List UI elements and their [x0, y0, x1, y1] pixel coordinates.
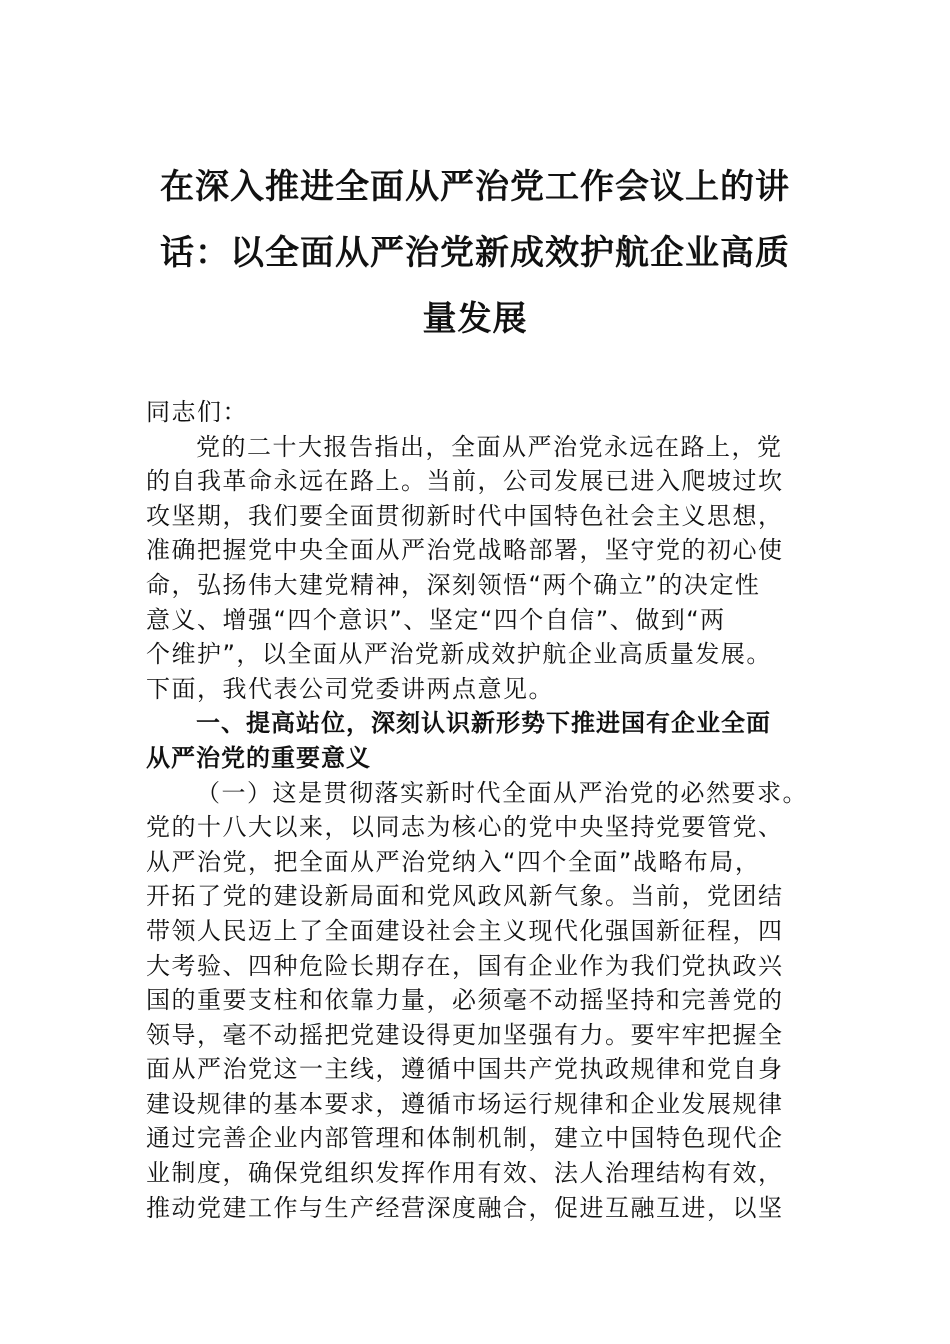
text-line: 大考验、四种危险长期存在，国有企业作为我们党执政兴 — [146, 951, 784, 980]
salutation: 同志们： — [146, 398, 248, 426]
document-title — [120, 154, 830, 352]
text-line: 命，弘扬伟大建党精神，深刻领悟“两个确立”的决定性 — [146, 570, 761, 599]
text-line: 下面，我代表公司党委讲两点意见。 — [146, 674, 554, 703]
text-line: 从严治党，把全面从严治党纳入“四个全面”战略布局， — [146, 847, 761, 876]
text-line: 通过完善企业内部管理和体制机制，建立中国特色现代企 — [146, 1124, 784, 1153]
paragraph-intro — [146, 430, 822, 707]
text-line: 个维护”，以全面从严治党新成效护航企业高质量发展。 — [146, 640, 772, 669]
section-heading — [146, 706, 822, 775]
heading-line: 一、提高站位，深刻认识新形势下推进国有企业全面 — [196, 709, 771, 738]
text-line: 建设规律的基本要求，遵循市场运行规律和企业发展规律 — [146, 1089, 784, 1118]
text-line: 开拓了党的建设新局面和党风政风新气象。当前，党团结 — [146, 882, 784, 911]
heading-line: 从严治党的重要意义 — [146, 743, 371, 772]
text-line: 党的二十大报告指出，全面从严治党永远在路上，党 — [196, 432, 783, 461]
title-line: 量发展 — [422, 299, 528, 339]
text-line: 意义、增强“四个意识”、坚定“四个自信”、做到“两 — [146, 605, 726, 634]
text-line: 推动党建工作与生产经营深度融合，促进互融互进，以坚 — [146, 1193, 784, 1222]
text-line: 领导，毫不动摇把党建设得更加坚强有力。要牢牢把握全 — [146, 1020, 784, 1049]
text-line: 面从严治党这一主线，遵循中国共产党执政规律和党自身 — [146, 1055, 784, 1084]
paragraph-section-1-1 — [146, 776, 822, 1226]
text-line: 的自我革命永远在路上。当前，公司发展已进入爬坡过坎 — [146, 467, 784, 496]
title-line: 在深入推进全面从严治党工作会议上的讲 — [160, 167, 790, 207]
document-body — [146, 395, 822, 1225]
text-line: 带领人民迈上了全面建设社会主义现代化强国新征程，四 — [146, 916, 784, 945]
text-line: 攻坚期，我们要全面贯彻新时代中国特色社会主义思想， — [146, 501, 784, 530]
text-line: 党的十八大以来，以同志为核心的党中央坚持党要管党、 — [146, 813, 784, 842]
title-line: 话：以全面从严治党新成效护航企业高质 — [160, 233, 790, 273]
text-line: 业制度，确保党组织发挥作用有效、法人治理结构有效， — [146, 1159, 784, 1188]
text-line: 准确把握党中央全面从严治党战略部署，坚守党的初心使 — [146, 536, 784, 565]
text-line: （一）这是贯彻落实新时代全面从严治党的必然要求。 — [196, 778, 808, 807]
text-line: 国的重要支柱和依靠力量，必须毫不动摇坚持和完善党的 — [146, 986, 784, 1015]
